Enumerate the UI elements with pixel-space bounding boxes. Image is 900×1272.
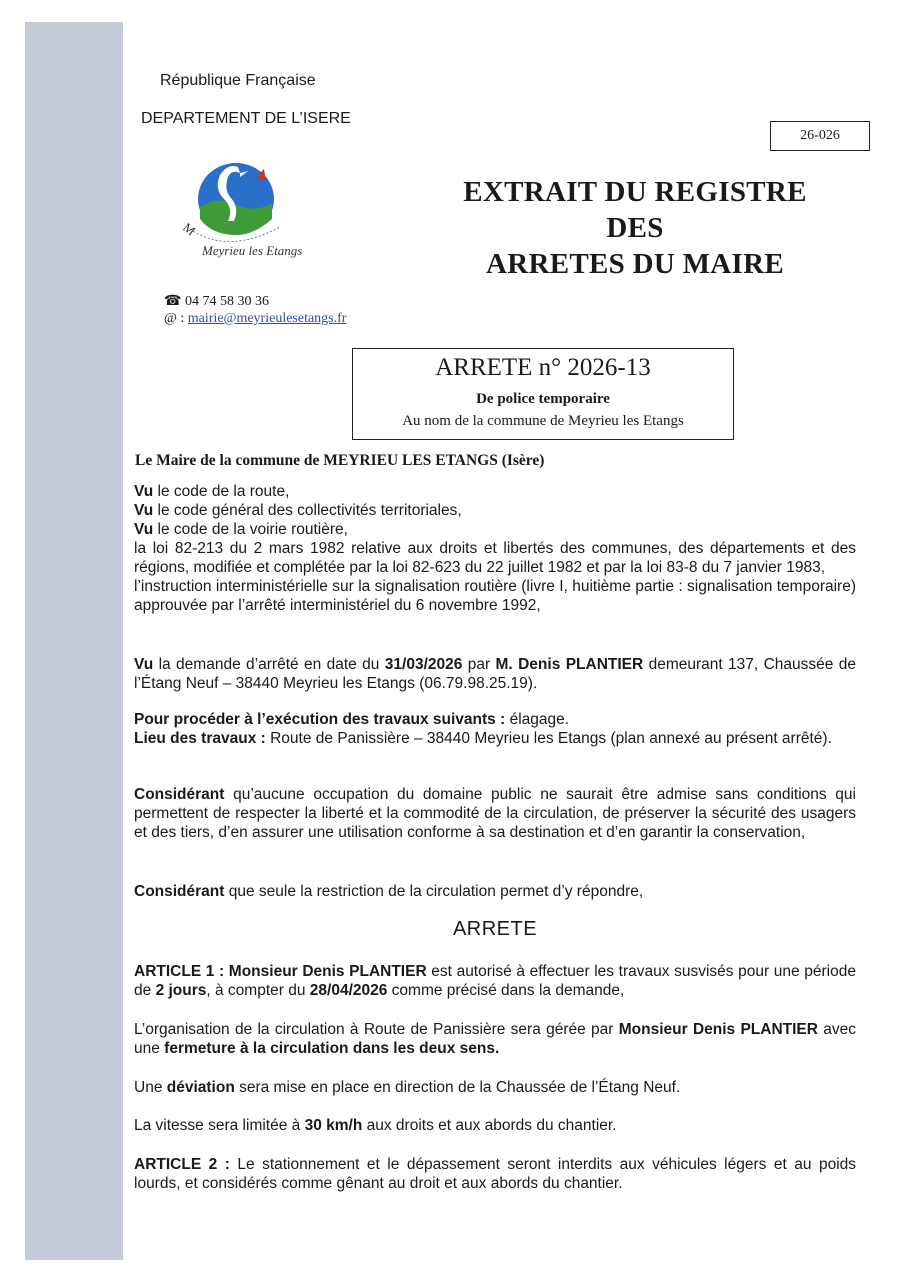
document-title — [440, 174, 830, 282]
vu-item: Vu le code de la voirie routière, — [134, 521, 348, 538]
logo-caption: Meyrieu les Etangs — [202, 243, 303, 258]
email-line — [164, 311, 346, 327]
deviation-paragraph: Une déviation sera mise en place en direction de la Chaussée de l’Étang Neuf. — [134, 1079, 681, 1096]
telephone-icon: ☎ — [164, 294, 182, 309]
arrete-commune-line: Au nom de la commune de Meyrieu les Etangs — [402, 413, 684, 429]
article-1: ARTICLE 1 : Monsieur Denis PLANTIER est autorisé à effectuer les travaux susvisés pour une période de 2 jours, à compter du 28/04/2026 comme précisé dans la demande, — [134, 963, 856, 999]
arrete-heading: ARRETE — [452, 918, 538, 940]
reference-number-box: 26-026 — [770, 121, 870, 151]
title-line-2: DES — [606, 212, 664, 244]
maire-heading: Le Maire de la commune de MEYRIEU LES ETANGS (Isère) — [135, 452, 545, 469]
vu-item: Vu le code de la route, — [134, 483, 290, 500]
phone-number: 04 74 58 30 36 — [184, 294, 269, 309]
phone-line — [164, 293, 269, 310]
considerant-paragraph-1: Considérant qu’aucune occupation du domaine public ne saurait être admise sans conditions qui permettent de respecter la liberté et la commodité de la circulation, de préserver la sécurité des usagers et des tiers, d’en assurer une utilisation conforme à sa destination et d’en garantir la conservation, — [134, 786, 856, 841]
arrete-number: ARRETE n° 2026-13 — [435, 354, 651, 381]
title-line-3: ARRETES DU MAIRE — [485, 248, 785, 280]
commune-logo — [168, 155, 303, 275]
vitesse-paragraph: La vitesse sera limitée à 30 km/h aux droits et aux abords du chantier. — [134, 1117, 617, 1134]
article-2: ARTICLE 2 : Le stationnement et le dépassement seront interdits aux véhicules légers et au poids lourds, et considérés comme gênant au droit et aux abords du chantier. — [134, 1156, 857, 1192]
republic-label: République Française — [160, 72, 316, 89]
instruction-paragraph: l’instruction interministérielle sur la signalisation routière (livre I, huitième partie : signalisation temporaire) approuvée par l’arrêté interministériel du 6 novembre 1992, — [134, 578, 856, 614]
arrete-number-box — [352, 348, 734, 440]
department-label: DEPARTEMENT DE L’ISERE — [141, 110, 351, 127]
organisation-paragraph: L’organisation de la circulation à Route de Panissière sera gérée par Monsieur Denis PLANTIER avec une fermeture à la circulation dans les deux sens. — [134, 1021, 857, 1057]
loi-paragraph: la loi 82-213 du 2 mars 1982 relative aux droits et libertés des communes, des départements et des régions, modifiée et complétée par la loi 82-623 du 22 juillet 1982 et par la loi 83-8 du 7 janvier 1983, — [134, 540, 856, 576]
title-line-1: EXTRAIT DU REGISTRE — [463, 176, 807, 208]
travaux-paragraph: Pour procéder à l’exécution des travaux suivants : élagage. Lieu des travaux : Route de Panissière – 38440 Meyrieu les Etangs (plan annexé au présent arrêté). — [134, 711, 832, 747]
email-link[interactable]: mairie@meyrieulesetangs.fr — [187, 311, 347, 326]
vu-item: Vu le code général des collectivités territoriales, — [134, 502, 462, 519]
svg-text:M: M — [180, 219, 199, 239]
scan-margin-bar — [25, 22, 123, 1260]
demande-paragraph: Vu la demande d’arrêté en date du 31/03/2026 par M. Denis PLANTIER demeurant 137, Chaussée de l’Étang Neuf – 38440 Meyrieu les Etangs (06.79.98.25.19). — [134, 656, 857, 692]
vu-list — [134, 482, 856, 615]
considerant-paragraph-2: Considérant que seule la restriction de la circulation permet d’y répondre, — [134, 883, 644, 900]
email-label: @ : — [164, 311, 188, 326]
arrete-subtitle: De police temporaire — [476, 391, 610, 407]
commune-logo-graphic — [168, 155, 303, 275]
